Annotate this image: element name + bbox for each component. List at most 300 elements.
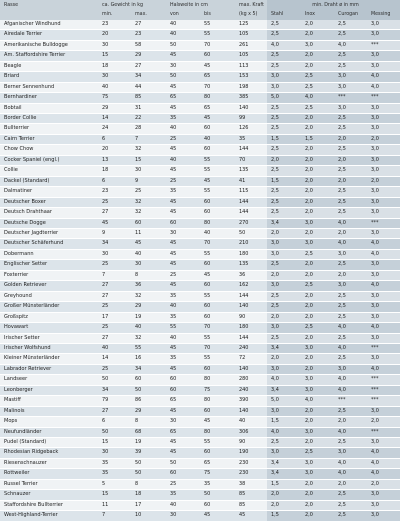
gewicht-min-cell: 20 — [98, 145, 131, 155]
stahl-cell: 3,0 — [267, 72, 301, 82]
inox-cell: 1,5 — [301, 134, 334, 144]
breed-cell: Landseer — [0, 375, 98, 385]
table-row — [0, 448, 400, 458]
breed-cell: Collie — [0, 166, 98, 176]
gewicht-max-cell: 22 — [131, 113, 166, 123]
gewicht-min-cell: 25 — [98, 302, 131, 312]
halsweite-von-cell: 50 — [166, 458, 200, 468]
kraft-cell: 115 — [235, 187, 267, 197]
kraft-cell: 144 — [235, 208, 267, 218]
stahl-cell: 2,5 — [267, 103, 301, 113]
halsweite-bis-cell: 55 — [200, 187, 235, 197]
inox-cell: 2,0 — [301, 228, 334, 238]
halsweite-von-cell: 60 — [166, 218, 200, 228]
halsweite-von-cell: 30 — [166, 511, 200, 521]
halsweite-bis-cell: 70 — [200, 343, 235, 353]
messing-cell: *** — [367, 385, 400, 395]
messing-cell: 3,0 — [367, 490, 400, 500]
gewicht-min-cell: 15 — [98, 490, 131, 500]
kraft-cell: 140 — [235, 406, 267, 416]
curogan-cell: 2,5 — [334, 166, 367, 176]
halsweite-bis-cell: 80 — [200, 218, 235, 228]
breed-cell: Greyhound — [0, 291, 98, 301]
kraft-cell: 180 — [235, 249, 267, 259]
kraft-cell: 390 — [235, 396, 267, 406]
halsweite-bis-cell: 80 — [200, 93, 235, 103]
inox-cell: 2,0 — [301, 197, 334, 207]
stahl-cell: 2,5 — [267, 166, 301, 176]
table-row — [0, 385, 400, 395]
gewicht-min-cell: 9 — [98, 228, 131, 238]
table-row — [0, 197, 400, 207]
halsweite-bis-cell: 70 — [200, 82, 235, 92]
inox-cell: 2,0 — [301, 145, 334, 155]
stahl-cell: 2,5 — [267, 51, 301, 61]
messing-cell: 3,0 — [367, 51, 400, 61]
inox-cell: 2,0 — [301, 291, 334, 301]
messing-cell: 4,0 — [367, 72, 400, 82]
table-row — [0, 187, 400, 197]
kraft-cell: 85 — [235, 490, 267, 500]
stahl-cell: 2,0 — [267, 354, 301, 364]
stahl-cell: 2,0 — [267, 490, 301, 500]
curogan-cell: 2,5 — [334, 124, 367, 134]
stahl-cell: 3,0 — [267, 448, 301, 458]
gewicht-min-cell: 6 — [98, 134, 131, 144]
stahl-cell: 2,5 — [267, 61, 301, 71]
gewicht-min-cell: 6 — [98, 417, 131, 427]
inox-cell: 3,0 — [301, 218, 334, 228]
kraft-cell: 35 — [235, 134, 267, 144]
header-bis: bis — [200, 10, 235, 19]
inox-cell: 2,0 — [301, 333, 334, 343]
curogan-cell: 2,5 — [334, 113, 367, 123]
gewicht-min-cell: 27 — [98, 281, 131, 291]
halsweite-bis-cell: 60 — [200, 208, 235, 218]
stahl-cell: 4,0 — [267, 375, 301, 385]
gewicht-min-cell: 23 — [98, 187, 131, 197]
curogan-cell: 2,5 — [334, 354, 367, 364]
gewicht-max-cell: 39 — [131, 448, 166, 458]
halsweite-von-cell: 60 — [166, 385, 200, 395]
messing-cell: 3,0 — [367, 187, 400, 197]
stahl-cell: 2,0 — [267, 500, 301, 510]
messing-cell: *** — [367, 375, 400, 385]
halsweite-bis-cell: 40 — [200, 134, 235, 144]
gewicht-max-cell: 32 — [131, 333, 166, 343]
kraft-cell: 140 — [235, 103, 267, 113]
stahl-cell: 1,5 — [267, 134, 301, 144]
halsweite-von-cell: 35 — [166, 113, 200, 123]
halsweite-von-cell: 45 — [166, 239, 200, 249]
halsweite-von-cell: 25 — [166, 134, 200, 144]
breed-cell: Neufundländer — [0, 427, 98, 437]
stahl-cell: 3,0 — [267, 323, 301, 333]
gewicht-min-cell: 79 — [98, 396, 131, 406]
halsweite-bis-cell: 55 — [200, 166, 235, 176]
table-row — [0, 30, 400, 40]
halsweite-bis-cell: 40 — [200, 228, 235, 238]
halsweite-von-cell: 35 — [166, 312, 200, 322]
halsweite-von-cell: 40 — [166, 333, 200, 343]
halsweite-bis-cell: 65 — [200, 72, 235, 82]
curogan-cell: 4,0 — [334, 469, 367, 479]
breed-cell: Bernhardiner — [0, 93, 98, 103]
breed-cell: Englischer Setter — [0, 260, 98, 270]
breed-cell: Malinois — [0, 406, 98, 416]
table-row — [0, 354, 400, 364]
inox-cell: 2,0 — [301, 51, 334, 61]
halsweite-von-cell: 35 — [166, 490, 200, 500]
stahl-cell: 3,0 — [267, 281, 301, 291]
table-row — [0, 228, 400, 238]
curogan-cell: 2,5 — [334, 61, 367, 71]
gewicht-min-cell: 24 — [98, 124, 131, 134]
curogan-cell: 2,0 — [334, 134, 367, 144]
header-stahl: Stahl — [267, 10, 301, 19]
gewicht-min-cell: 25 — [98, 364, 131, 374]
halsweite-bis-cell: 60 — [200, 406, 235, 416]
halsweite-von-cell: 25 — [166, 479, 200, 489]
gewicht-max-cell: 85 — [131, 93, 166, 103]
stahl-cell: 3,0 — [267, 249, 301, 259]
messing-cell: 3,0 — [367, 145, 400, 155]
kraft-cell: 270 — [235, 218, 267, 228]
gewicht-max-cell: 28 — [131, 124, 166, 134]
halsweite-bis-cell: 65 — [200, 458, 235, 468]
table-row — [0, 323, 400, 333]
gewicht-max-cell: 60 — [131, 375, 166, 385]
table-row — [0, 134, 400, 144]
stahl-cell: 5,0 — [267, 93, 301, 103]
gewicht-max-cell: 7 — [131, 134, 166, 144]
breed-cell: Briard — [0, 72, 98, 82]
kraft-cell: 50 — [235, 228, 267, 238]
stahl-cell: 3,0 — [267, 406, 301, 416]
curogan-cell: 2,0 — [334, 228, 367, 238]
halsweite-bis-cell: 45 — [200, 113, 235, 123]
curogan-cell: 2,5 — [334, 260, 367, 270]
inox-cell: 2,0 — [301, 500, 334, 510]
kraft-cell: 41 — [235, 176, 267, 186]
inox-cell: 2,0 — [301, 270, 334, 280]
table-row — [0, 72, 400, 82]
stahl-cell: 2,5 — [267, 260, 301, 270]
stahl-cell: 2,5 — [267, 438, 301, 448]
stahl-cell: 3,4 — [267, 343, 301, 353]
curogan-cell: 2,5 — [334, 197, 367, 207]
gewicht-min-cell: 35 — [98, 458, 131, 468]
halsweite-bis-cell: 80 — [200, 375, 235, 385]
table-row — [0, 113, 400, 123]
curogan-cell: 2,5 — [334, 333, 367, 343]
curogan-cell: 3,0 — [334, 364, 367, 374]
gewicht-min-cell: 20 — [98, 30, 131, 40]
messing-cell: 3,0 — [367, 113, 400, 123]
breed-cell: Afganischer Windhund — [0, 20, 98, 30]
stahl-cell: 2,5 — [267, 208, 301, 218]
kraft-cell: 72 — [235, 354, 267, 364]
inox-cell: 2,0 — [301, 208, 334, 218]
halsweite-von-cell: 25 — [166, 270, 200, 280]
gewicht-max-cell: 50 — [131, 385, 166, 395]
gewicht-min-cell: 50 — [98, 427, 131, 437]
header-rasse: Rasse — [0, 0, 98, 10]
halsweite-bis-cell: 60 — [200, 145, 235, 155]
curogan-cell: 2,5 — [334, 406, 367, 416]
inox-cell: 2,0 — [301, 417, 334, 427]
curogan-cell: 2,0 — [334, 417, 367, 427]
gewicht-min-cell: 50 — [98, 375, 131, 385]
halsweite-von-cell: 40 — [166, 155, 200, 165]
breed-cell: Dackel (Standard) — [0, 176, 98, 186]
kraft-cell: 140 — [235, 302, 267, 312]
gewicht-min-cell: 7 — [98, 270, 131, 280]
halsweite-von-cell: 60 — [166, 469, 200, 479]
gewicht-min-cell: 34 — [98, 239, 131, 249]
curogan-cell: 2,5 — [334, 302, 367, 312]
curogan-cell: 2,0 — [334, 155, 367, 165]
gewicht-max-cell: 27 — [131, 61, 166, 71]
messing-cell: 3,0 — [367, 270, 400, 280]
halsweite-bis-cell: 80 — [200, 427, 235, 437]
halsweite-von-cell: 45 — [166, 197, 200, 207]
halsweite-bis-cell: 75 — [200, 469, 235, 479]
gewicht-max-cell: 50 — [131, 458, 166, 468]
messing-cell: 3,0 — [367, 155, 400, 165]
gewicht-max-cell: 19 — [131, 438, 166, 448]
kraft-cell: 190 — [235, 448, 267, 458]
table-row — [0, 166, 400, 176]
curogan-cell: 3,0 — [334, 281, 367, 291]
curogan-cell: 3,0 — [334, 249, 367, 259]
stahl-cell: 2,0 — [267, 155, 301, 165]
breed-cell: Chow Chow — [0, 145, 98, 155]
halsweite-von-cell: 50 — [166, 40, 200, 50]
kraft-cell: 135 — [235, 260, 267, 270]
stahl-cell: 1,5 — [267, 479, 301, 489]
stahl-cell: 4,0 — [267, 427, 301, 437]
inox-cell: 2,0 — [301, 176, 334, 186]
breed-cell: West-Highland-Terrier — [0, 511, 98, 521]
stahl-cell: 2,5 — [267, 187, 301, 197]
halsweite-bis-cell: 75 — [200, 385, 235, 395]
halsweite-bis-cell: 65 — [200, 103, 235, 113]
header-kraft: max. Kraft — [235, 0, 267, 10]
curogan-cell: 2,5 — [334, 30, 367, 40]
header-draht-group: min. Draht ø in mm — [267, 0, 400, 10]
halsweite-von-cell: 35 — [166, 187, 200, 197]
halsweite-von-cell: 45 — [166, 343, 200, 353]
gewicht-min-cell: 30 — [98, 448, 131, 458]
breed-cell: Schnauzer — [0, 490, 98, 500]
breed-cell: Dalmatiner — [0, 187, 98, 197]
messing-cell: 2,0 — [367, 417, 400, 427]
halsweite-von-cell: 40 — [166, 124, 200, 134]
messing-cell: *** — [367, 343, 400, 353]
gewicht-min-cell: 75 — [98, 93, 131, 103]
halsweite-bis-cell: 55 — [200, 155, 235, 165]
stahl-cell: 2,5 — [267, 302, 301, 312]
inox-cell: 2,0 — [301, 20, 334, 30]
table-row — [0, 417, 400, 427]
curogan-cell: 2,5 — [334, 500, 367, 510]
halsweite-von-cell: 60 — [166, 375, 200, 385]
table-row — [0, 176, 400, 186]
halsweite-von-cell: 40 — [166, 30, 200, 40]
stahl-cell: 2,5 — [267, 145, 301, 155]
breed-cell: Deutsch Drahthaar — [0, 208, 98, 218]
table-row — [0, 103, 400, 113]
kraft-cell: 144 — [235, 197, 267, 207]
inox-cell: 2,0 — [301, 511, 334, 521]
inox-cell: 4,0 — [301, 93, 334, 103]
kraft-cell: 113 — [235, 61, 267, 71]
breed-cell: Rhodesian Ridgeback — [0, 448, 98, 458]
stahl-cell: 3,0 — [267, 239, 301, 249]
halsweite-bis-cell: 60 — [200, 364, 235, 374]
halsweite-von-cell: 45 — [166, 208, 200, 218]
messing-cell: 4,0 — [367, 82, 400, 92]
inox-cell: 2,5 — [301, 103, 334, 113]
inox-cell: 2,0 — [301, 354, 334, 364]
inox-cell: 2,5 — [301, 448, 334, 458]
stahl-cell: 2,5 — [267, 30, 301, 40]
gewicht-min-cell: 15 — [98, 51, 131, 61]
curogan-cell: 4,0 — [334, 375, 367, 385]
inox-cell: 2,0 — [301, 113, 334, 123]
gewicht-min-cell: 35 — [98, 469, 131, 479]
kraft-cell: 85 — [235, 500, 267, 510]
breed-cell: Dobermann — [0, 249, 98, 259]
halsweite-von-cell: 40 — [166, 302, 200, 312]
halsweite-bis-cell: 45 — [200, 270, 235, 280]
gewicht-min-cell: 15 — [98, 438, 131, 448]
inox-cell: 2,0 — [301, 406, 334, 416]
inox-cell: 2,5 — [301, 72, 334, 82]
inox-cell: 2,0 — [301, 61, 334, 71]
halsweite-bis-cell: 60 — [200, 312, 235, 322]
halsweite-von-cell: 45 — [166, 364, 200, 374]
inox-cell: 3,0 — [301, 469, 334, 479]
messing-cell: 3,0 — [367, 124, 400, 134]
inox-cell: 2,0 — [301, 302, 334, 312]
halsweite-von-cell: 45 — [166, 51, 200, 61]
breed-cell: Bobtail — [0, 103, 98, 113]
messing-cell: 3,0 — [367, 30, 400, 40]
table-row — [0, 239, 400, 249]
halsweite-bis-cell: 50 — [200, 490, 235, 500]
messing-cell: 2,0 — [367, 479, 400, 489]
stahl-cell: 5,0 — [267, 396, 301, 406]
gewicht-max-cell: 50 — [131, 469, 166, 479]
gewicht-min-cell: 25 — [98, 323, 131, 333]
gewicht-min-cell: 30 — [98, 72, 131, 82]
inox-cell: 3,0 — [301, 427, 334, 437]
inox-cell: 3,0 — [301, 375, 334, 385]
curogan-cell: 2,5 — [334, 145, 367, 155]
halsweite-von-cell: 45 — [166, 260, 200, 270]
halsweite-bis-cell: 55 — [200, 30, 235, 40]
halsweite-bis-cell: 45 — [200, 176, 235, 186]
messing-cell: 4,0 — [367, 323, 400, 333]
breed-cell: Rottweiler — [0, 469, 98, 479]
halsweite-von-cell: 30 — [166, 61, 200, 71]
gewicht-max-cell: 32 — [131, 145, 166, 155]
table-row — [0, 458, 400, 468]
gewicht-max-cell: 36 — [131, 281, 166, 291]
kraft-cell: 38 — [235, 479, 267, 489]
header-von: von — [166, 10, 200, 19]
gewicht-max-cell: 34 — [131, 72, 166, 82]
stahl-cell: 3,0 — [267, 82, 301, 92]
gewicht-min-cell: 11 — [98, 500, 131, 510]
header-max: max. — [131, 10, 166, 19]
gewicht-max-cell: 68 — [131, 427, 166, 437]
gewicht-min-cell: 34 — [98, 385, 131, 395]
gewicht-min-cell: 17 — [98, 312, 131, 322]
table-row — [0, 406, 400, 416]
breed-cell: Großer Münsterländer — [0, 302, 98, 312]
breed-cell: Beagle — [0, 61, 98, 71]
table-row — [0, 333, 400, 343]
stahl-cell: 2,5 — [267, 124, 301, 134]
stahl-cell: 2,0 — [267, 228, 301, 238]
curogan-cell: *** — [334, 93, 367, 103]
gewicht-max-cell: 8 — [131, 270, 166, 280]
curogan-cell: 4,0 — [334, 458, 367, 468]
halsweite-von-cell: 35 — [166, 354, 200, 364]
halsweite-bis-cell: 45 — [200, 61, 235, 71]
inox-cell: 2,0 — [301, 490, 334, 500]
stahl-cell: 1,5 — [267, 417, 301, 427]
inox-cell: 3,0 — [301, 385, 334, 395]
gewicht-max-cell: 30 — [131, 166, 166, 176]
inox-cell: 2,0 — [301, 187, 334, 197]
breed-cell: Deutscher Jagdterrier — [0, 228, 98, 238]
messing-cell: 3,0 — [367, 302, 400, 312]
halsweite-von-cell: 55 — [166, 323, 200, 333]
stahl-cell: 2,0 — [267, 312, 301, 322]
breed-cell: Russel Terrier — [0, 479, 98, 489]
gewicht-max-cell: 29 — [131, 302, 166, 312]
gewicht-min-cell: 29 — [98, 103, 131, 113]
stahl-cell: 2,5 — [267, 20, 301, 30]
header-curogan: Curogan — [334, 10, 367, 19]
breed-cell: Mops — [0, 417, 98, 427]
messing-cell: 3,0 — [367, 312, 400, 322]
messing-cell: *** — [367, 427, 400, 437]
gewicht-max-cell: 15 — [131, 155, 166, 165]
header-halsweite: Halsweite in cm — [166, 0, 235, 10]
messing-cell: 4,0 — [367, 364, 400, 374]
stahl-cell: 2,5 — [267, 291, 301, 301]
table-row — [0, 302, 400, 312]
curogan-cell: 3,0 — [334, 448, 367, 458]
table-row — [0, 364, 400, 374]
inox-cell: 2,5 — [301, 281, 334, 291]
stahl-cell: 4,0 — [267, 40, 301, 50]
halsweite-von-cell: 45 — [166, 406, 200, 416]
gewicht-max-cell: 32 — [131, 197, 166, 207]
inox-cell: 3,0 — [301, 458, 334, 468]
inox-cell: 2,0 — [301, 30, 334, 40]
messing-cell: 4,0 — [367, 281, 400, 291]
curogan-cell: 3,0 — [334, 103, 367, 113]
halsweite-bis-cell: 55 — [200, 438, 235, 448]
kraft-cell: 144 — [235, 145, 267, 155]
kraft-cell: 105 — [235, 51, 267, 61]
